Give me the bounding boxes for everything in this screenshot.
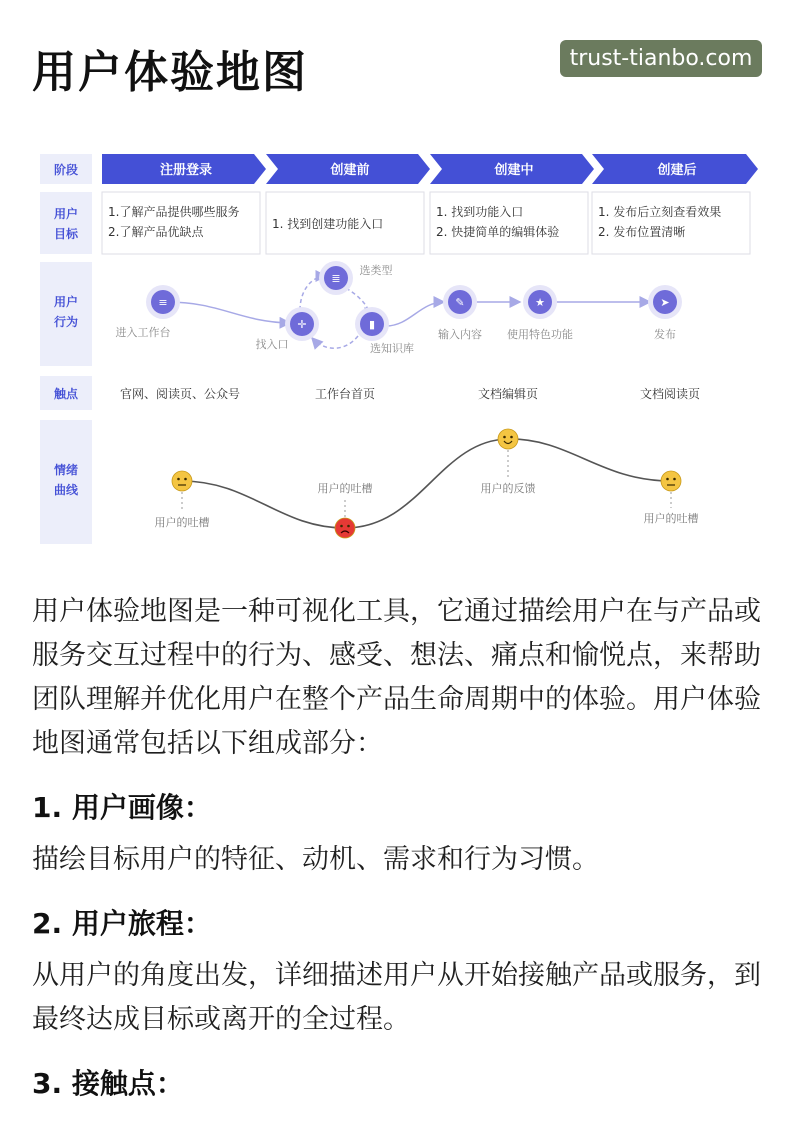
flow-arrow-dashed (312, 336, 358, 348)
action-label: 找入口 (255, 338, 289, 351)
row-label-bg-goal (40, 192, 92, 254)
document-icon: ≡ (158, 296, 168, 309)
action-label: 选类型 (359, 264, 393, 277)
pen-icon: ✎ (455, 296, 465, 309)
list-icon: ≣ (331, 272, 341, 285)
row-label-bg-behavior (40, 262, 92, 366)
emotion-angry-icon (335, 518, 355, 538)
row-label-goal: 用户目标 (53, 207, 79, 241)
touchpoint-label: 文档阅读页 (639, 387, 701, 401)
emotion-label: 用户的吐槽 (154, 516, 210, 529)
section-body: 从用户的角度出发，详细描述用户从开始接触产品或服务，到最终达成目标或离开的全过程。 (32, 960, 761, 1035)
goal-box (102, 192, 260, 254)
row-label-touchpoint: 触点 (53, 387, 79, 401)
emotion-label: 用户的吐槽 (643, 512, 699, 525)
article-intro: 用户体验地图是一种可视化工具，它通过描绘用户在与产品或服务交互过程中的行为、感受、想法、痛点和愉悦点，来帮助团队理解并优化用户在整个产品生命周期中的体验。用户体验地图通常包括以下组成部分： (32, 596, 761, 759)
goal-text: 1. 找到创建功能入口 (272, 217, 384, 231)
goal-box (592, 192, 750, 254)
article (32, 590, 772, 1106)
page-title: 用户体验地图 (32, 47, 308, 98)
row-label-stage: 阶段 (53, 163, 79, 177)
goal-text: 2. 快捷简单的编辑体验 (436, 225, 560, 239)
emotion-neutral-icon (661, 471, 681, 491)
stage-label: 创建前 (330, 163, 370, 178)
action-label: 使用特色功能 (507, 328, 573, 341)
flow-arrow (386, 302, 444, 326)
goal-text: 1. 找到功能入口 (436, 205, 524, 219)
touchpoint-label: 工作台首页 (314, 387, 376, 401)
emotion-label: 用户的反馈 (480, 482, 536, 495)
goal-text: 2. 发布位置清晰 (598, 225, 686, 239)
stage-label: 创建中 (494, 163, 534, 178)
section-body: 描绘目标用户的特征、动机、需求和行为习惯。 (32, 844, 599, 875)
compass-icon: ✛ (297, 318, 307, 331)
row-label-behavior: 用户行为 (53, 295, 79, 329)
row-label-bg-emotion (40, 420, 92, 544)
touchpoint-label: 官网、阅读页、公众号 (119, 387, 241, 401)
emotion-happy-icon (498, 429, 518, 449)
goal-text: 1. 发布后立刻查看效果 (598, 205, 722, 219)
emotion-label: 用户的吐槽 (317, 482, 373, 495)
watermark-badge: trust-tianbo.com (560, 40, 762, 77)
stage-label: 创建后 (657, 163, 697, 178)
touchpoint-label: 文档编辑页 (477, 387, 539, 401)
action-label: 发布 (654, 328, 676, 341)
flow-arrow (168, 302, 290, 323)
section-heading: 1. 用户画像： (32, 791, 212, 824)
emotion-curve (182, 439, 671, 528)
send-icon: ➤ (660, 296, 670, 309)
emotion-neutral-icon (172, 471, 192, 491)
section-heading: 3. 接触点： (32, 1067, 184, 1100)
row-label-emotion: 情绪曲线 (53, 463, 79, 497)
folder-icon: ▮ (368, 318, 376, 331)
star-icon: ★ (535, 296, 545, 309)
section-heading: 2. 用户旅程： (32, 907, 212, 940)
stage-label: 注册登录 (159, 163, 213, 178)
action-label: 选知识库 (370, 342, 414, 355)
journey-map-diagram (0, 140, 800, 560)
goal-text: 2.了解产品优缺点 (108, 225, 204, 239)
goal-text: 1.了解产品提供哪些服务 (108, 205, 240, 219)
action-label: 输入内容 (438, 328, 482, 341)
action-label: 进入工作台 (115, 326, 171, 339)
goal-box (430, 192, 588, 254)
